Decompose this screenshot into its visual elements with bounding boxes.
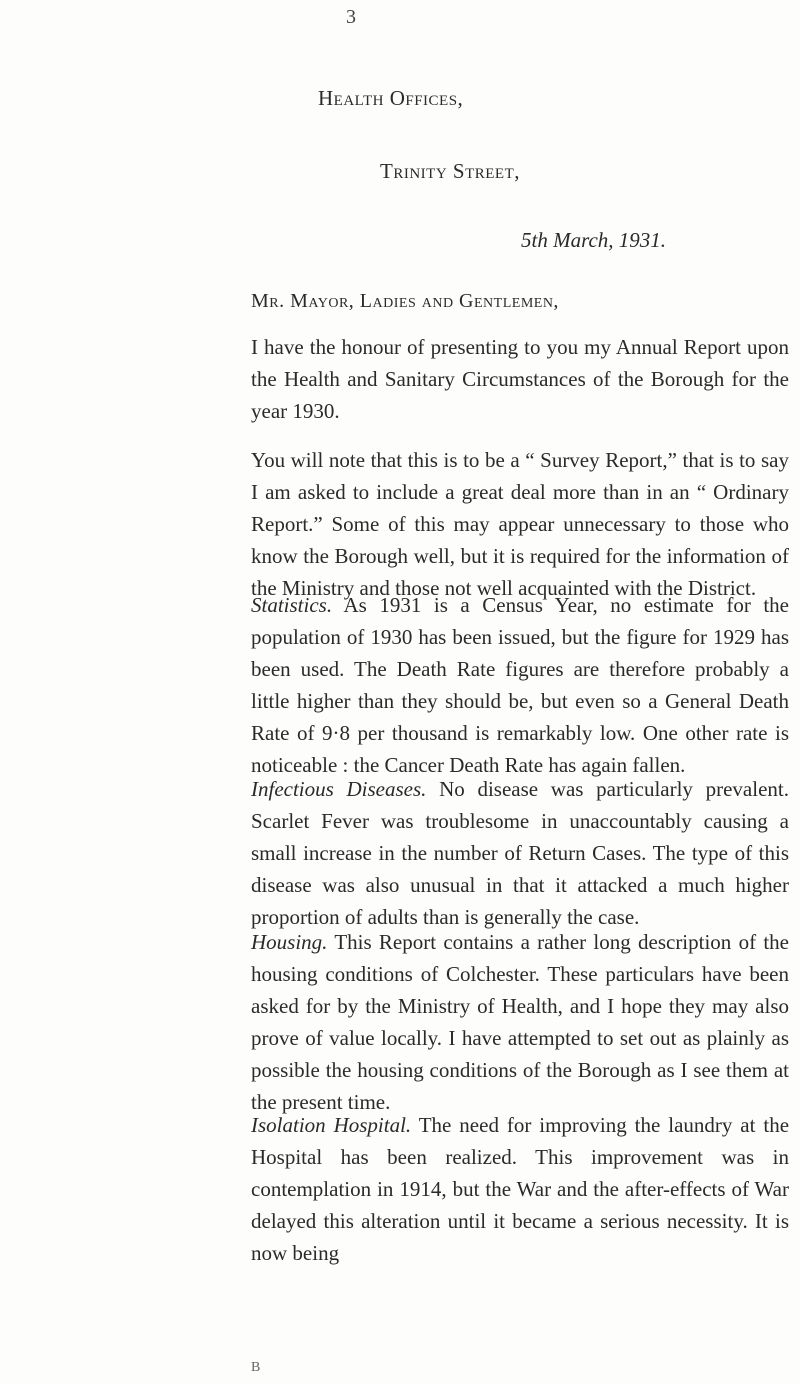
signature-mark: B	[251, 1360, 261, 1375]
statistics-heading: Statistics.	[251, 593, 333, 617]
paragraph-intro-text: I have the honour of presenting to you my Annual Report upon the Health and Sanitary Circumstances of the Borough for the year 1930.	[251, 335, 789, 423]
paragraph-isolation-text: The need for improving the laundry at the Hospital has been realized. This improvement was in contemplation in 1914, but the War and the after-effects of War delayed this alteration until it became a serious necessity. It is now being	[251, 1113, 790, 1265]
paragraph-survey	[251, 444, 789, 604]
paragraph-statistics	[251, 589, 789, 781]
page-number: 3	[346, 6, 356, 28]
paragraph-infectious-text: No disease was particularly prevalent. Scarlet Fever was troublesome in unaccountably causing a small increase in the number of Return Cases. The type of this disease was also unusual in that it attacked a much higher proportion of adults than is generally the case.	[251, 777, 789, 929]
paragraph-infectious	[251, 773, 789, 933]
housing-heading: Housing.	[251, 930, 328, 954]
paragraph-isolation	[251, 1109, 789, 1269]
isolation-heading: Isolation Hospital.	[251, 1113, 412, 1137]
paragraph-housing-text: This Report contains a rather long description of the housing conditions of Colchester. These particulars have been asked for by the Ministry of Health, and I hope they may also prove of value locally. I have attempted to set out as plainly as possible the housing conditions of the Borough as I see them at the present time.	[251, 930, 789, 1114]
paragraph-housing	[251, 926, 789, 1118]
letter-date	[521, 228, 666, 253]
salutation: Mr. Mayor, Ladies and Gentlemen,	[251, 290, 559, 312]
infectious-heading: Infectious Diseases.	[251, 777, 427, 801]
paragraph-intro	[251, 331, 789, 427]
address-line-1: Health Offices,	[318, 86, 464, 110]
address-line-2: Trinity Street,	[380, 159, 520, 183]
paragraph-survey-text: You will note that this is to be a “ Survey Report,” that is to say I am asked to include a great deal more than in an “ Ordinary Report.” Some of this may appear unnecessary to those who know the Borough well, but it is required for the information of the Ministry and those not well acquainted with the District.	[251, 448, 789, 600]
letter-date-text: 5th March, 1931.	[521, 228, 667, 252]
paragraph-statistics-text: As 1931 is a Census Year, no estimate for the population of 1930 has been issued, but the figure for 1929 has been used. The Death Rate figures are therefore probably a little higher than they should be, but even so a General Death Rate of 9·8 per thousand is remarkably low. One other rate is noticeable : the Cancer Death Rate has again fallen.	[251, 593, 790, 777]
